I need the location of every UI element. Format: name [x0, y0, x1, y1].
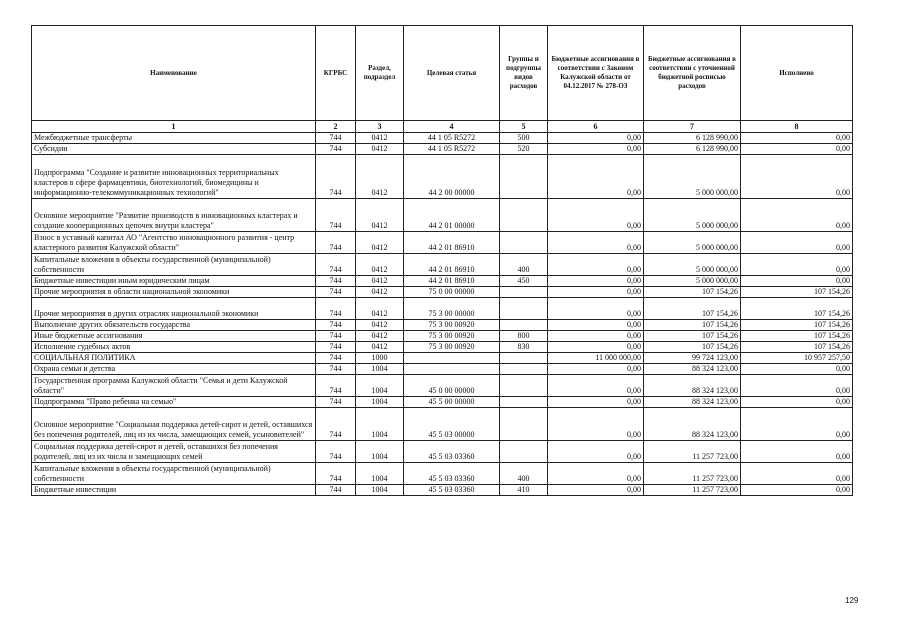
column-number: 8 [741, 121, 853, 133]
column-number: 5 [500, 121, 548, 133]
table-row [32, 320, 853, 331]
cell-group [500, 375, 548, 397]
cell-kgrbs: 744 [316, 463, 356, 485]
cell-section: 1000 [356, 353, 404, 364]
header-law: Бюджетные ассигнования в соответствии с Законом Калужской области от 04.12.2017 № 278-ОЗ [548, 26, 644, 121]
cell-target [404, 353, 500, 364]
cell-executed: 0,00 [741, 463, 853, 485]
cell-section: 0412 [356, 155, 404, 199]
table-row [32, 254, 853, 276]
table-row [32, 199, 853, 232]
cell-group: 400 [500, 254, 548, 276]
cell-law: 0,00 [548, 254, 644, 276]
cell-group [500, 353, 548, 364]
cell-target: 44 2 01 86910 [404, 276, 500, 287]
table-row [32, 441, 853, 463]
table-row [32, 155, 853, 199]
cell-kgrbs: 744 [316, 331, 356, 342]
cell-name: Капитальные вложения в объекты государственной (муниципальной) собственности [32, 254, 316, 276]
cell-section: 0412 [356, 232, 404, 254]
cell-adjusted: 107 154,26 [644, 342, 741, 353]
cell-target: 75 3 00 00920 [404, 342, 500, 353]
cell-target: 75 3 00 00000 [404, 298, 500, 320]
cell-section: 1004 [356, 397, 404, 408]
cell-name: Прочие мероприятия в других отраслях национальной экономики [32, 298, 316, 320]
table-row [32, 287, 853, 298]
cell-kgrbs: 744 [316, 375, 356, 397]
cell-adjusted: 5 000 000,00 [644, 155, 741, 199]
column-number: 2 [316, 121, 356, 133]
cell-executed: 0,00 [741, 276, 853, 287]
cell-executed: 0,00 [741, 375, 853, 397]
cell-executed: 0,00 [741, 133, 853, 144]
cell-kgrbs: 744 [316, 364, 356, 375]
cell-adjusted: 5 000 000,00 [644, 232, 741, 254]
cell-target: 44 2 01 86910 [404, 254, 500, 276]
cell-kgrbs: 744 [316, 155, 356, 199]
cell-adjusted: 5 000 000,00 [644, 199, 741, 232]
cell-executed: 0,00 [741, 254, 853, 276]
cell-kgrbs: 744 [316, 254, 356, 276]
cell-adjusted: 88 324 123,00 [644, 364, 741, 375]
column-number: 7 [644, 121, 741, 133]
cell-group: 800 [500, 331, 548, 342]
cell-executed: 107 154,26 [741, 287, 853, 298]
cell-name: Социальная поддержка детей-сирот и детей, оставшихся без попечения родителей, лиц из их числа и замещающих семей [32, 441, 316, 463]
cell-adjusted: 99 724 123,00 [644, 353, 741, 364]
cell-section: 0412 [356, 133, 404, 144]
cell-group: 830 [500, 342, 548, 353]
cell-target: 45 5 03 03360 [404, 441, 500, 463]
header-groups: Группы и подгруппы видов расходов [500, 26, 548, 121]
cell-law: 11 000 000,00 [548, 353, 644, 364]
cell-law: 0,00 [548, 342, 644, 353]
cell-name: Основное мероприятие "Развитие производств в инновационных кластерах и создание кооперационных цепочек внутри кластера" [32, 199, 316, 232]
table-row [32, 342, 853, 353]
column-number: 1 [32, 121, 316, 133]
cell-adjusted: 107 154,26 [644, 320, 741, 331]
cell-name: Иные бюджетные ассигнования [32, 331, 316, 342]
cell-target: 45 5 03 03360 [404, 485, 500, 496]
table-row [32, 463, 853, 485]
cell-target: 75 0 00 00000 [404, 287, 500, 298]
cell-executed: 0,00 [741, 155, 853, 199]
cell-kgrbs: 744 [316, 342, 356, 353]
table-row [32, 485, 853, 496]
cell-adjusted: 107 154,26 [644, 287, 741, 298]
cell-kgrbs: 744 [316, 199, 356, 232]
cell-target: 45 5 03 03360 [404, 463, 500, 485]
cell-target [404, 364, 500, 375]
cell-kgrbs: 744 [316, 287, 356, 298]
cell-law: 0,00 [548, 287, 644, 298]
cell-section: 1004 [356, 441, 404, 463]
cell-section: 0412 [356, 298, 404, 320]
column-number: 3 [356, 121, 404, 133]
table-row [32, 133, 853, 144]
cell-group [500, 364, 548, 375]
header-adjusted: Бюджетные ассигнования в соответствии с уточненной бюджетной росписью расходов [644, 26, 741, 121]
cell-group [500, 408, 548, 441]
cell-target: 44 2 01 00000 [404, 199, 500, 232]
header-executed: Исполнено [741, 26, 853, 121]
cell-group [500, 232, 548, 254]
cell-adjusted: 6 128 990,00 [644, 144, 741, 155]
cell-name: Исполнение судебных актов [32, 342, 316, 353]
cell-group [500, 199, 548, 232]
cell-kgrbs: 744 [316, 133, 356, 144]
cell-kgrbs: 744 [316, 441, 356, 463]
cell-kgrbs: 744 [316, 276, 356, 287]
cell-kgrbs: 744 [316, 408, 356, 441]
cell-group [500, 298, 548, 320]
cell-adjusted: 5 000 000,00 [644, 276, 741, 287]
cell-law: 0,00 [548, 144, 644, 155]
cell-kgrbs: 744 [316, 232, 356, 254]
column-number-row [32, 121, 853, 133]
cell-law: 0,00 [548, 133, 644, 144]
cell-name: Подпрограмма "Право ребенка на семью" [32, 397, 316, 408]
cell-section: 0412 [356, 254, 404, 276]
cell-section: 0412 [356, 287, 404, 298]
header-section: Раздел, подраздел [356, 26, 404, 121]
cell-law: 0,00 [548, 397, 644, 408]
cell-name: Прочие мероприятия в области национальной экономики [32, 287, 316, 298]
cell-adjusted: 5 000 000,00 [644, 254, 741, 276]
cell-adjusted: 88 324 123,00 [644, 375, 741, 397]
cell-adjusted: 107 154,26 [644, 298, 741, 320]
cell-group: 410 [500, 485, 548, 496]
cell-name: Субсидии [32, 144, 316, 155]
cell-section: 0412 [356, 276, 404, 287]
cell-law: 0,00 [548, 375, 644, 397]
cell-law: 0,00 [548, 441, 644, 463]
cell-target: 44 2 00 00000 [404, 155, 500, 199]
cell-kgrbs: 744 [316, 353, 356, 364]
cell-group [500, 320, 548, 331]
cell-adjusted: 6 128 990,00 [644, 133, 741, 144]
cell-target: 44 1 05 R5272 [404, 133, 500, 144]
cell-law: 0,00 [548, 199, 644, 232]
header-target: Целевая статья [404, 26, 500, 121]
cell-section: 1004 [356, 485, 404, 496]
table-row [32, 232, 853, 254]
cell-name: Бюджетные инвестиции [32, 485, 316, 496]
cell-adjusted: 107 154,26 [644, 331, 741, 342]
table-row [32, 364, 853, 375]
header-kgrbs: КГРБС [316, 26, 356, 121]
cell-target: 44 2 01 86910 [404, 232, 500, 254]
table-row [32, 298, 853, 320]
cell-adjusted: 88 324 123,00 [644, 408, 741, 441]
cell-name: Выполнение других обязательств государства [32, 320, 316, 331]
cell-target: 45 5 00 00000 [404, 397, 500, 408]
cell-kgrbs: 744 [316, 298, 356, 320]
cell-adjusted: 11 257 723,00 [644, 441, 741, 463]
table-row [32, 375, 853, 397]
cell-executed: 107 154,26 [741, 342, 853, 353]
cell-kgrbs: 744 [316, 320, 356, 331]
cell-executed: 10 957 257,50 [741, 353, 853, 364]
table-row [32, 331, 853, 342]
cell-law: 0,00 [548, 485, 644, 496]
cell-name: Основное мероприятие "Социальная поддержка детей-сирот и детей, оставшихся без попечения родителей, лиц из их числа, замещающих семей, усыновителей" [32, 408, 316, 441]
cell-kgrbs: 744 [316, 397, 356, 408]
cell-executed: 107 154,26 [741, 298, 853, 320]
cell-section: 1004 [356, 463, 404, 485]
cell-group [500, 441, 548, 463]
table-row [32, 144, 853, 155]
header-row [32, 26, 853, 121]
cell-law: 0,00 [548, 232, 644, 254]
cell-adjusted: 88 324 123,00 [644, 397, 741, 408]
cell-group: 500 [500, 133, 548, 144]
table-row [32, 276, 853, 287]
cell-section: 0412 [356, 144, 404, 155]
cell-executed: 0,00 [741, 485, 853, 496]
cell-group [500, 397, 548, 408]
cell-executed: 0,00 [741, 232, 853, 254]
cell-name: Государственная программа Калужской области "Семья и дети Калужской области" [32, 375, 316, 397]
table-row [32, 408, 853, 441]
cell-group: 450 [500, 276, 548, 287]
cell-section: 1004 [356, 375, 404, 397]
cell-name: СОЦИАЛЬНАЯ ПОЛИТИКА [32, 353, 316, 364]
cell-executed: 0,00 [741, 199, 853, 232]
cell-group [500, 287, 548, 298]
cell-executed: 0,00 [741, 364, 853, 375]
cell-group: 400 [500, 463, 548, 485]
column-number: 4 [404, 121, 500, 133]
cell-target: 45 0 00 00000 [404, 375, 500, 397]
cell-executed: 0,00 [741, 397, 853, 408]
header-name: Наименование [32, 26, 316, 121]
cell-name: Капитальные вложения в объекты государственной (муниципальной) собственности [32, 463, 316, 485]
cell-executed: 107 154,26 [741, 320, 853, 331]
cell-adjusted: 11 257 723,00 [644, 463, 741, 485]
cell-executed: 107 154,26 [741, 331, 853, 342]
cell-name: Охрана семьи и детства [32, 364, 316, 375]
cell-law: 0,00 [548, 320, 644, 331]
page-number: 129 [845, 596, 859, 605]
column-number: 6 [548, 121, 644, 133]
cell-name: Подпрограмма "Создание и развитие инновационных территориальных кластеров в сфере фармацевтики, биотехнологий, биомедицины и информационно-телекоммуникационных технологий" [32, 155, 316, 199]
cell-name: Бюджетные инвестиции иным юридическим лицам [32, 276, 316, 287]
cell-target: 75 3 00 00920 [404, 320, 500, 331]
cell-adjusted: 11 257 723,00 [644, 485, 741, 496]
cell-law: 0,00 [548, 298, 644, 320]
cell-target: 45 5 03 00000 [404, 408, 500, 441]
cell-law: 0,00 [548, 331, 644, 342]
cell-executed: 0,00 [741, 408, 853, 441]
cell-law: 0,00 [548, 408, 644, 441]
cell-group [500, 155, 548, 199]
cell-section: 1004 [356, 408, 404, 441]
cell-group: 520 [500, 144, 548, 155]
table-row [32, 397, 853, 408]
cell-name: Взнос в уставный капитал АО "Агентство инновационного развития - центр кластерного развития Калужской области" [32, 232, 316, 254]
cell-target: 44 1 05 R5272 [404, 144, 500, 155]
cell-target: 75 3 00 00920 [404, 331, 500, 342]
cell-section: 0412 [356, 199, 404, 232]
table-body [32, 133, 853, 496]
budget-table [31, 25, 853, 496]
cell-section: 1004 [356, 364, 404, 375]
cell-law: 0,00 [548, 155, 644, 199]
cell-name: Межбюджетные трансферты [32, 133, 316, 144]
cell-kgrbs: 744 [316, 144, 356, 155]
cell-section: 0412 [356, 320, 404, 331]
cell-law: 0,00 [548, 276, 644, 287]
cell-section: 0412 [356, 331, 404, 342]
cell-law: 0,00 [548, 463, 644, 485]
cell-executed: 0,00 [741, 144, 853, 155]
cell-executed: 0,00 [741, 441, 853, 463]
cell-law: 0,00 [548, 364, 644, 375]
cell-section: 0412 [356, 342, 404, 353]
table-row [32, 353, 853, 364]
cell-kgrbs: 744 [316, 485, 356, 496]
